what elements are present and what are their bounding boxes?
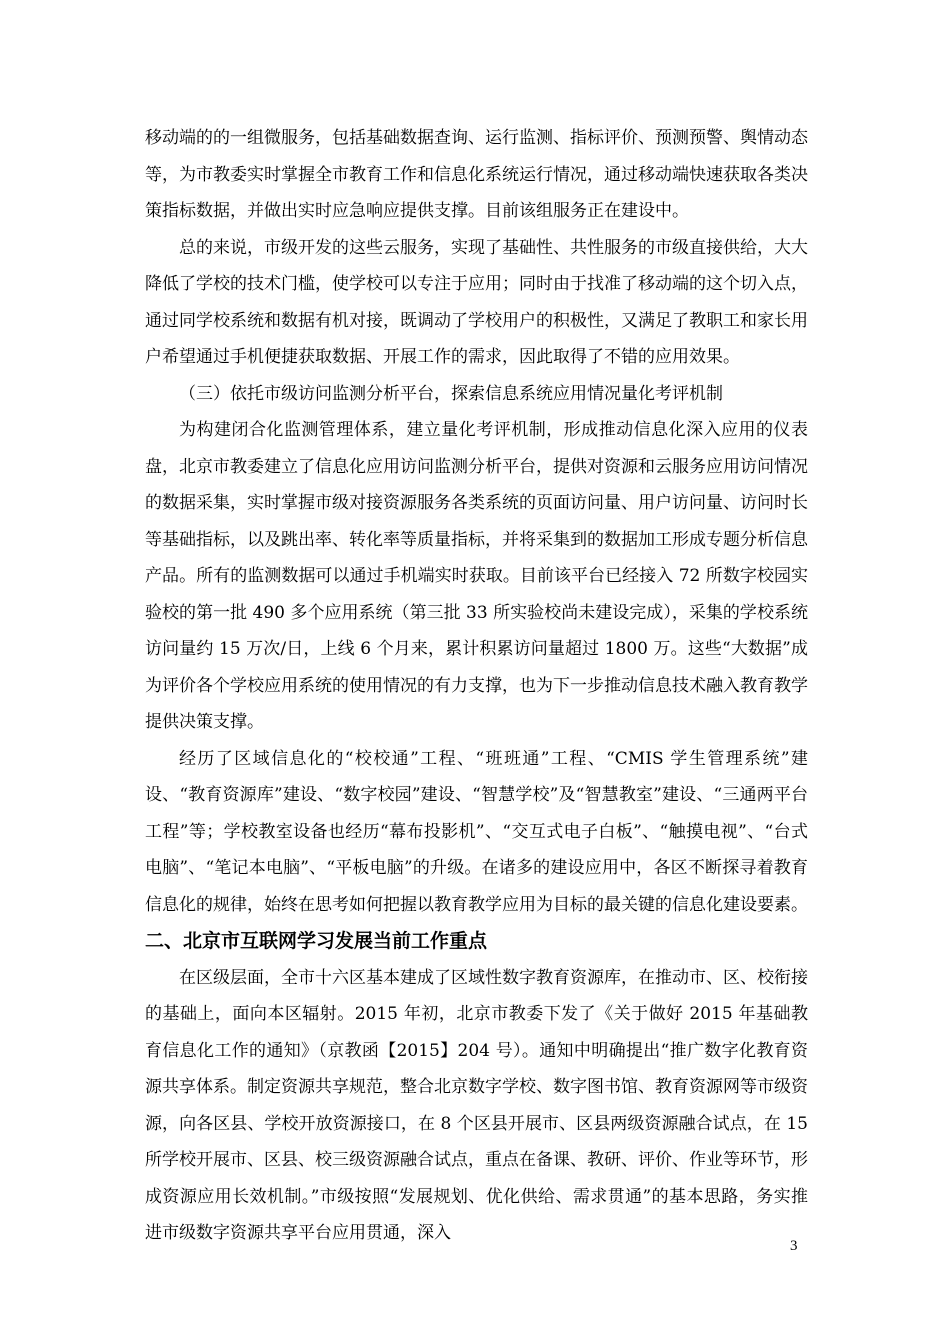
- paragraph-district-resources: 在区级层面，全市十六区基本建成了区域性数字教育资源库，在推动市、区、校衔接的基础上，面向本区辐射。2015 年初，北京市教委下发了《关于做好 2015 年基础教育信息化工作的通知》（京教函【2015】204 号）。通知中明确提出“推广数字化教育资源共享体系。制定资源共享规范，整合北京数字学校、数字图书馆、教育资源网等市级资源，向各区县、学校开放资源接口，在 8 个区县开展市、区县两级资源融合试点，在 15 所学校开展市、区县、校三级资源融合试点，重点在备课、教研、评价、作业等环节，形成资源应用长效机制。”市级按照“发展规划、优化供给、需求贯通”的基本思路，务实推进市级数字资源共享平台应用贯通，深入: [145, 967, 808, 1243]
- document-body: [145, 120, 808, 1252]
- paragraph-monitoring-platform: 为构建闭合化监测管理体系，建立量化考评机制，形成推动信息化深入应用的仪表盘，北京市教委建立了信息化应用访问监测分析平台，提供对资源和云服务应用访问情况的数据采集，实时掌握市级对接资源服务各类系统的页面访问量、用户访问量、访问时长等基础指标，以及跳出率、转化率等质量指标，并将采集到的数据加工形成专题分析信息产品。所有的监测数据可以通过手机端实时获取。目前该平台已经接入 72 所数字校园实验校的第一批 490 多个应用系统（第三批 33 所实验校尚未建设完成），采集的学校系统访问量约 15 万次/日，上线 6 个月来，累计积累访问量超过 1800 万。这些“大数据”成为评价各个学校应用系统的使用情况的有力支撑，也为下一步推动信息技术融入教育教学提供决策支撑。: [145, 420, 808, 732]
- page-number: 3: [790, 1238, 798, 1254]
- paragraph-mobile-services: 移动端的的一组微服务，包括基础数据查询、运行监测、指标评价、预测预警、舆情动态等，为市教委实时掌握全市教育工作和信息化系统运行情况，通过移动端快速获取各类决策指标数据，并做出实时应急响应提供支撑。目前该组服务正在建设中。: [145, 128, 808, 221]
- subheading-monitoring-platform: （三）依托市级访问监测分析平台，探索信息系统应用情况量化考评机制: [179, 383, 723, 404]
- paragraph-cloud-summary: 总的来说，市级开发的这些云服务，实现了基础性、共性服务的市级直接供给，大大降低了学校的技术门槛，使学校可以专注于应用；同时由于找准了移动端的这个切入点，通过同学校系统和数据有机对接，既调动了学校用户的积极性，又满足了教职工和家长用户希望通过手机便捷获取数据、开展工作的需求，因此取得了不错的应用效果。: [145, 237, 808, 367]
- section-heading-current-priorities: 二、北京市互联网学习发展当前工作重点: [145, 930, 488, 952]
- paragraph-regional-informatization: 经历了区域信息化的“校校通”工程、“班班通”工程、“CMIS 学生管理系统”建设、“教育资源库”建设、“数字校园”建设、“智慧学校”及“智慧教室”建设、“三通两平台工程”等；学校教室设备也经历“幕布投影机”、“交互式电子白板”、“触摸电视”、“台式电脑”、“笔记本电脑”、“平板电脑”的升级。在诸多的建设应用中，各区不断探寻着教育信息化的规律，始终在思考如何把握以教育教学应用为目标的最关键的信息化建设要素。: [145, 748, 808, 915]
